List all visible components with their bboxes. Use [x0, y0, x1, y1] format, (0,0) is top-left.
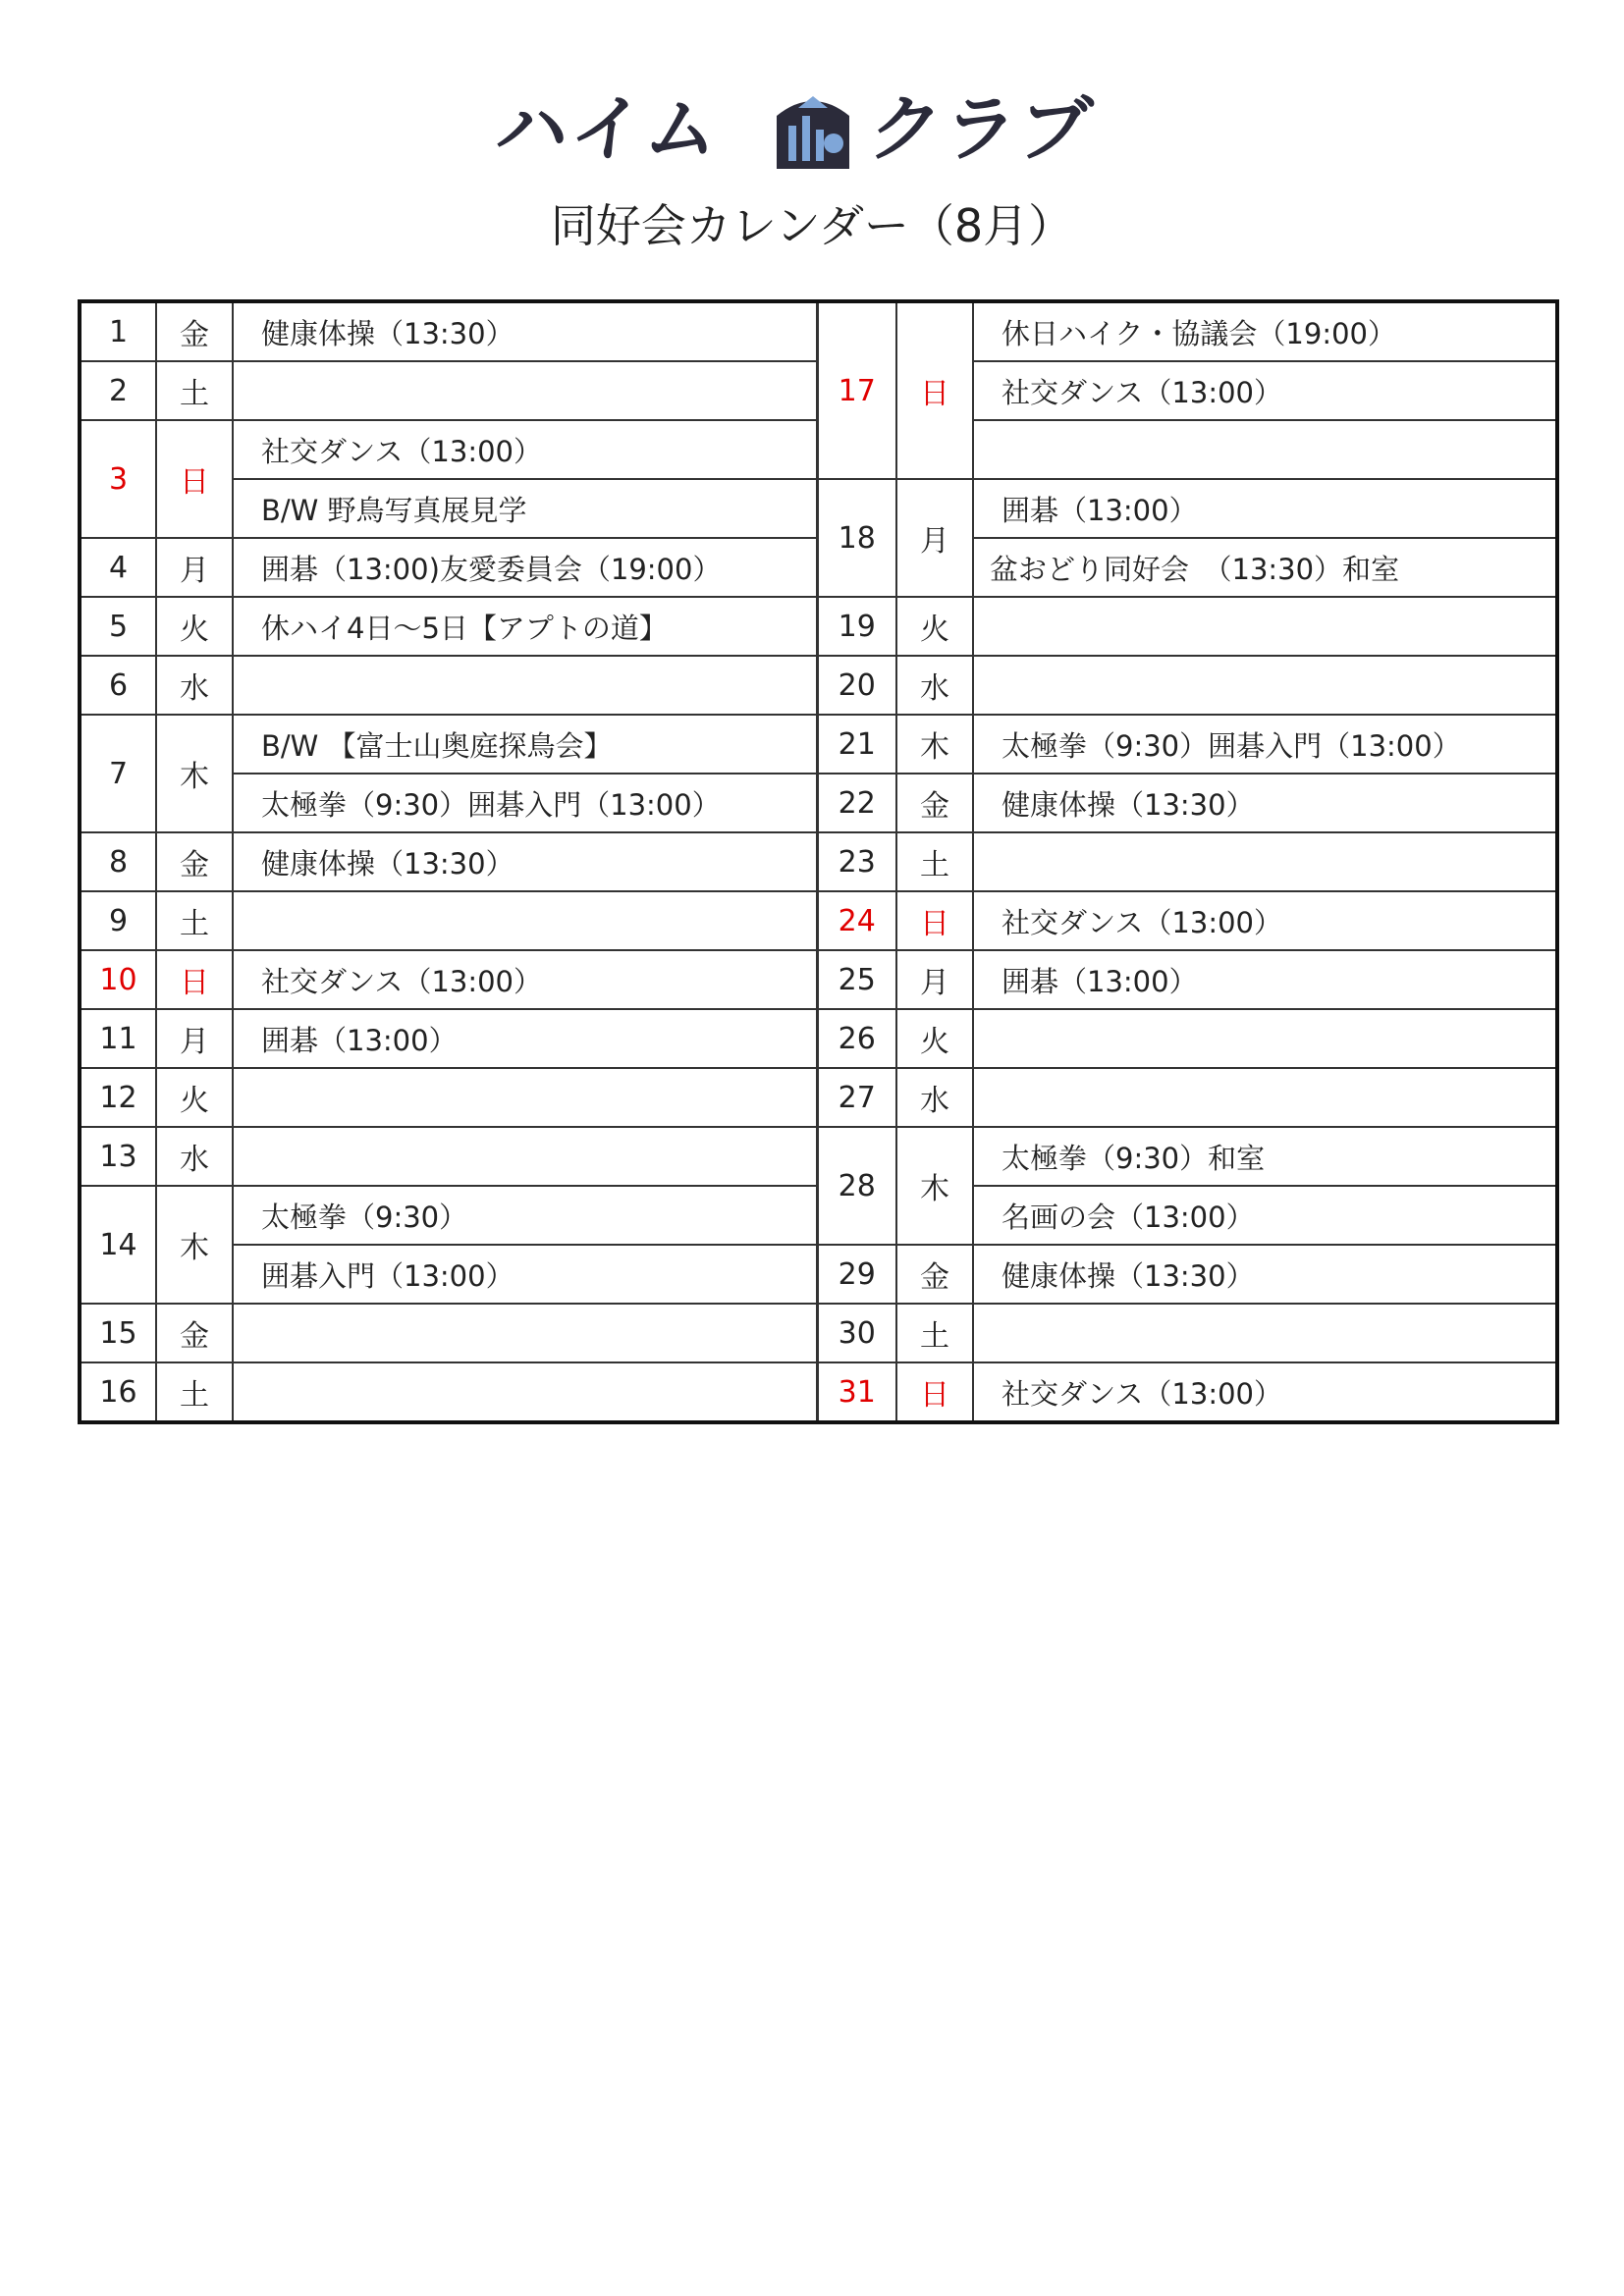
day-number: 17	[817, 301, 896, 479]
weekday: 日	[896, 301, 973, 479]
day-number: 7	[80, 715, 156, 832]
club-emblem-icon	[769, 86, 857, 173]
event: 囲碁（13:00）	[973, 479, 1557, 538]
calendar-row	[80, 479, 1557, 538]
weekday: 土	[156, 361, 233, 420]
event	[973, 1068, 1557, 1127]
day-number: 13	[80, 1127, 156, 1186]
day-number: 30	[817, 1304, 896, 1362]
event: 囲碁（13:00)友愛委員会（19:00）	[233, 538, 817, 597]
day-number: 25	[817, 950, 896, 1009]
event	[233, 1304, 817, 1362]
event: 社交ダンス（13:00）	[973, 361, 1557, 420]
calendar-row	[80, 1127, 1557, 1186]
day-number: 31	[817, 1362, 896, 1422]
weekday: 土	[896, 832, 973, 891]
event: 社交ダンス（13:00）	[233, 950, 817, 1009]
calendar-row	[80, 1068, 1557, 1127]
weekday: 木	[896, 715, 973, 774]
weekday: 日	[156, 420, 233, 538]
event: 盆おどり同好会 （13:30）和室	[973, 538, 1557, 597]
event	[973, 656, 1557, 715]
weekday: 土	[896, 1304, 973, 1362]
day-number: 29	[817, 1245, 896, 1304]
day-number: 19	[817, 597, 896, 656]
event: 太極拳（9:30）	[233, 1186, 817, 1245]
calendar-row	[80, 1245, 1557, 1304]
event: 健康体操（13:30）	[973, 774, 1557, 832]
event: 健康体操（13:30）	[233, 301, 817, 361]
weekday: 日	[896, 891, 973, 950]
weekday: 水	[156, 1127, 233, 1186]
day-number: 2	[80, 361, 156, 420]
event: 健康体操（13:30）	[233, 832, 817, 891]
event: 休ハイ4日～5日【アプトの道】	[233, 597, 817, 656]
event: 太極拳（9:30）和室	[973, 1127, 1557, 1186]
calendar-row	[80, 301, 1557, 361]
event: 囲碁入門（13:00）	[233, 1245, 817, 1304]
weekday: 火	[896, 597, 973, 656]
event	[233, 1068, 817, 1127]
day-number: 28	[817, 1127, 896, 1245]
day-number: 10	[80, 950, 156, 1009]
calendar-row	[80, 1009, 1557, 1068]
event: 囲碁（13:00）	[233, 1009, 817, 1068]
event: 社交ダンス（13:00）	[973, 1362, 1557, 1422]
event	[973, 1009, 1557, 1068]
weekday: 水	[896, 1068, 973, 1127]
calendar-row	[80, 597, 1557, 656]
day-number: 16	[80, 1362, 156, 1422]
calendar-row	[80, 774, 1557, 832]
weekday: 木	[156, 715, 233, 832]
event: 社交ダンス（13:00）	[973, 891, 1557, 950]
weekday: 日	[896, 1362, 973, 1422]
event: 社交ダンス（13:00）	[233, 420, 817, 479]
logo-text-left: ハイム	[491, 87, 725, 172]
event: 太極拳（9:30）囲碁入門（13:00）	[973, 715, 1557, 774]
logo-text-right: クラブ	[864, 87, 1098, 172]
calendar-row	[80, 656, 1557, 715]
weekday: 土	[156, 1362, 233, 1422]
event	[233, 1362, 817, 1422]
day-number: 12	[80, 1068, 156, 1127]
event	[233, 361, 817, 420]
event: B/W 野鳥写真展見学	[233, 479, 817, 538]
day-number: 5	[80, 597, 156, 656]
weekday: 金	[896, 1245, 973, 1304]
event	[973, 1304, 1557, 1362]
event: 囲碁（13:00）	[973, 950, 1557, 1009]
event: 休日ハイク・協議会（19:00）	[973, 301, 1557, 361]
event: 太極拳（9:30）囲碁入門（13:00）	[233, 774, 817, 832]
day-number: 15	[80, 1304, 156, 1362]
weekday: 月	[156, 1009, 233, 1068]
page-title: 同好会カレンダー（8月）	[550, 199, 1074, 252]
day-number: 26	[817, 1009, 896, 1068]
weekday: 火	[156, 597, 233, 656]
weekday: 水	[896, 656, 973, 715]
club-logo	[491, 86, 1144, 175]
weekday: 土	[156, 891, 233, 950]
weekday: 月	[156, 538, 233, 597]
day-number: 20	[817, 656, 896, 715]
event: 名画の会（13:00）	[973, 1186, 1557, 1245]
weekday: 金	[156, 301, 233, 361]
day-number: 14	[80, 1186, 156, 1304]
calendar-row	[80, 1304, 1557, 1362]
weekday: 月	[896, 479, 973, 597]
weekday: 木	[896, 1127, 973, 1245]
weekday: 水	[156, 656, 233, 715]
day-number: 8	[80, 832, 156, 891]
weekday: 金	[896, 774, 973, 832]
weekday: 月	[896, 950, 973, 1009]
event	[973, 420, 1557, 479]
calendar-row	[80, 832, 1557, 891]
day-number: 9	[80, 891, 156, 950]
weekday: 火	[156, 1068, 233, 1127]
calendar-row	[80, 1362, 1557, 1422]
calendar-row	[80, 891, 1557, 950]
weekday: 金	[156, 1304, 233, 1362]
weekday: 日	[156, 950, 233, 1009]
day-number: 3	[80, 420, 156, 538]
day-number: 6	[80, 656, 156, 715]
day-number: 23	[817, 832, 896, 891]
event	[233, 891, 817, 950]
day-number: 4	[80, 538, 156, 597]
day-number: 11	[80, 1009, 156, 1068]
day-number: 24	[817, 891, 896, 950]
day-number: 27	[817, 1068, 896, 1127]
day-number: 1	[80, 301, 156, 361]
event: 健康体操（13:30）	[973, 1245, 1557, 1304]
event	[233, 656, 817, 715]
day-number: 22	[817, 774, 896, 832]
weekday: 金	[156, 832, 233, 891]
weekday: 火	[896, 1009, 973, 1068]
calendar-table	[78, 299, 1559, 1424]
event: B/W 【富士山奥庭探鳥会】	[233, 715, 817, 774]
calendar-row	[80, 950, 1557, 1009]
day-number: 21	[817, 715, 896, 774]
calendar-row	[80, 715, 1557, 774]
event	[973, 597, 1557, 656]
event	[973, 832, 1557, 891]
event	[233, 1127, 817, 1186]
day-number: 18	[817, 479, 896, 597]
weekday: 木	[156, 1186, 233, 1304]
